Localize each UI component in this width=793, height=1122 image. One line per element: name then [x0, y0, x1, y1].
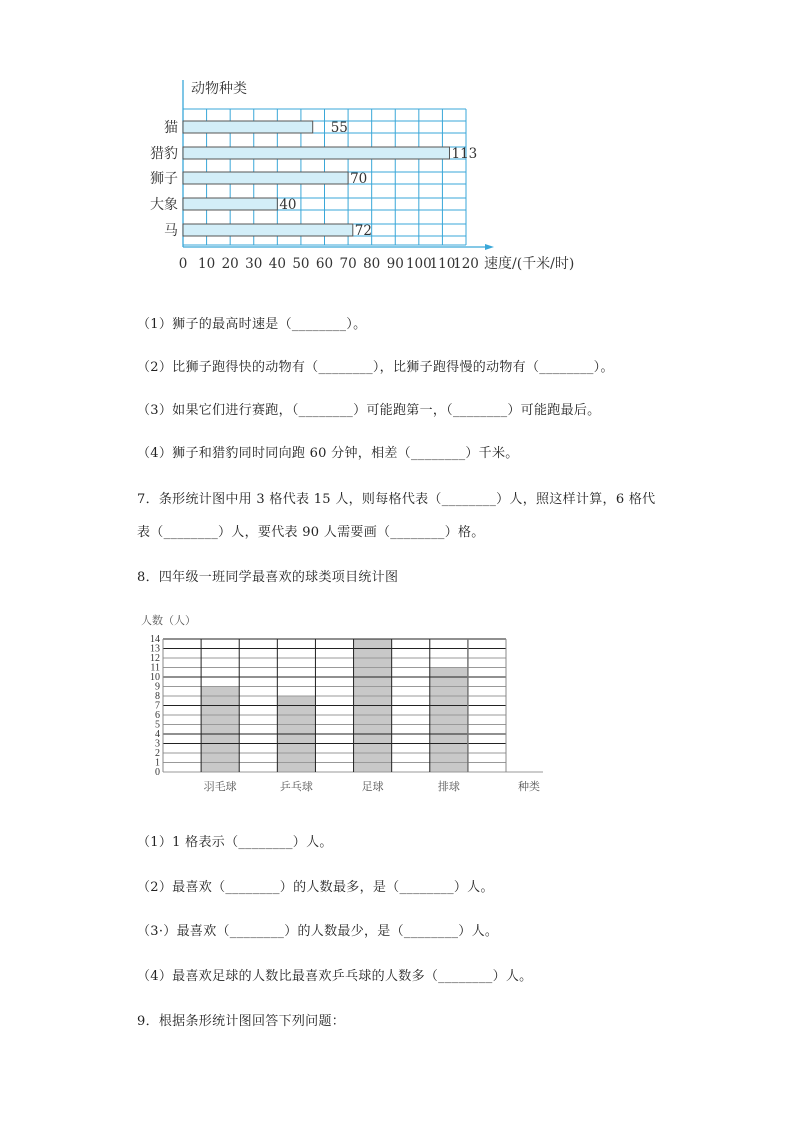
chart2-category-label: 足球: [361, 780, 384, 793]
chart2-y-tick-label: 13: [150, 643, 160, 655]
chart2-y-tick-label: 11: [150, 662, 160, 674]
chart2-y-tick-label: 7: [155, 700, 160, 712]
question-6-3: （3）如果它们进行赛跑，（________）可能跑第一，（________）可能跑最后。: [137, 403, 601, 418]
chart1-category-label: 马: [164, 223, 178, 239]
question-7-line2: 表（________）人，要代表 90 人需要画（________）格。: [137, 525, 485, 540]
animal-speed-chart: [0, 0, 793, 290]
chart1-x-tick-label: 90: [386, 256, 404, 272]
chart2-y-tick-label: 4: [155, 729, 160, 740]
chart1-bars: [183, 121, 449, 236]
chart2-y-tick-label: 9: [155, 681, 160, 693]
chart1-x-tick-label: 10: [197, 256, 216, 272]
chart1-bar: [183, 198, 277, 210]
chart2-y-tick-label: 5: [155, 719, 160, 731]
question-6-4: （4）狮子和猎豹同时同向跑 60 分钟，相差（________）千米。: [137, 446, 519, 461]
chart1-x-tick-label: 100: [405, 256, 432, 272]
chart1-value-label: 55: [330, 120, 348, 136]
question-6-1: （1）狮子的最高时速是（________）。: [137, 317, 367, 332]
chart1-value-label: 72: [354, 223, 372, 239]
chart1-x-tick-label: 70: [339, 256, 357, 272]
chart2-category-label: 排球: [437, 780, 460, 793]
chart1-x-axis-arrow-icon: [485, 244, 494, 250]
chart2-y-tick-label: 6: [155, 710, 160, 721]
ball-sports-chart: [0, 600, 793, 800]
chart1-y-axis-label: 动物种类: [191, 81, 247, 97]
chart2-y-tick-label: 8: [155, 691, 160, 702]
chart2-y-tick-label: 1: [155, 757, 160, 769]
chart1-x-axis-label: 速度/(千米/时): [484, 256, 575, 272]
chart1-x-tick-label: 50: [292, 256, 310, 272]
question-8-1: （1）1 格表示（________）人。: [137, 835, 333, 850]
question-8-3: （3·）最喜欢（________）的人数最少，是（________）人。: [137, 924, 499, 939]
chart1-category-label: 狮子: [150, 171, 178, 187]
chart1-x-tick-label: 30: [245, 256, 263, 272]
chart2-y-tick-label: 12: [150, 653, 160, 664]
chart1-x-tick-label: 80: [363, 256, 381, 272]
chart1-x-tick-label: 60: [315, 256, 334, 272]
question-8-2: （2）最喜欢（________）的人数最多，是（________）人。: [137, 880, 494, 895]
chart1-x-tick-label: 40: [268, 256, 286, 272]
chart1-category-label: 猫: [164, 120, 178, 136]
chart2-category-label: 羽毛球: [203, 780, 237, 793]
chart2-y-tick-label: 2: [155, 748, 160, 759]
question-8-4: （4）最喜欢足球的人数比最喜欢乒乓球的人数多（________）人。: [137, 969, 533, 984]
chart1-x-tick-label: 0: [178, 256, 188, 272]
chart1-bar: [183, 172, 348, 184]
chart1-value-label: 70: [350, 171, 368, 187]
chart1-bar: [183, 121, 313, 133]
chart2-bar: [201, 687, 239, 773]
question-7-line1: 7．条形统计图中用 3 格代表 15 人，则每格代表（________）人，照这样计算，6 格代: [137, 492, 656, 507]
chart1-value-label: 113: [451, 146, 478, 162]
chart1-category-label: 大象: [150, 197, 178, 213]
chart1-x-tick-label: 110: [429, 256, 456, 272]
chart1-bar: [183, 147, 449, 159]
chart2-y-tick-label: 0: [155, 767, 160, 778]
chart2-category-label: 乒乓球: [279, 780, 313, 793]
question-8-heading: 8．四年级一班同学最喜欢的球类项目统计图: [137, 570, 399, 585]
chart2-x-axis-label: 种类: [518, 780, 540, 793]
chart2-bar: [430, 668, 468, 773]
chart2-y-tick-label: 10: [150, 672, 160, 683]
chart2-y-tick-label: 3: [155, 738, 160, 750]
chart2-y-tick-label: 14: [150, 634, 160, 645]
chart1-value-label: 40: [279, 197, 297, 213]
chart1-category-label: 猎豹: [150, 146, 178, 162]
chart1-x-tick-label: 120: [453, 256, 479, 272]
chart1-x-tick-label: 20: [221, 256, 239, 272]
chart1-bar: [183, 224, 353, 236]
chart2-y-axis-label: 人数（人）: [141, 614, 196, 627]
question-6-2: （2）比狮子跑得快的动物有（________），比狮子跑得慢的动物有（________）。: [137, 360, 614, 375]
question-9-heading: 9．根据条形统计图回答下列问题：: [137, 1014, 346, 1029]
